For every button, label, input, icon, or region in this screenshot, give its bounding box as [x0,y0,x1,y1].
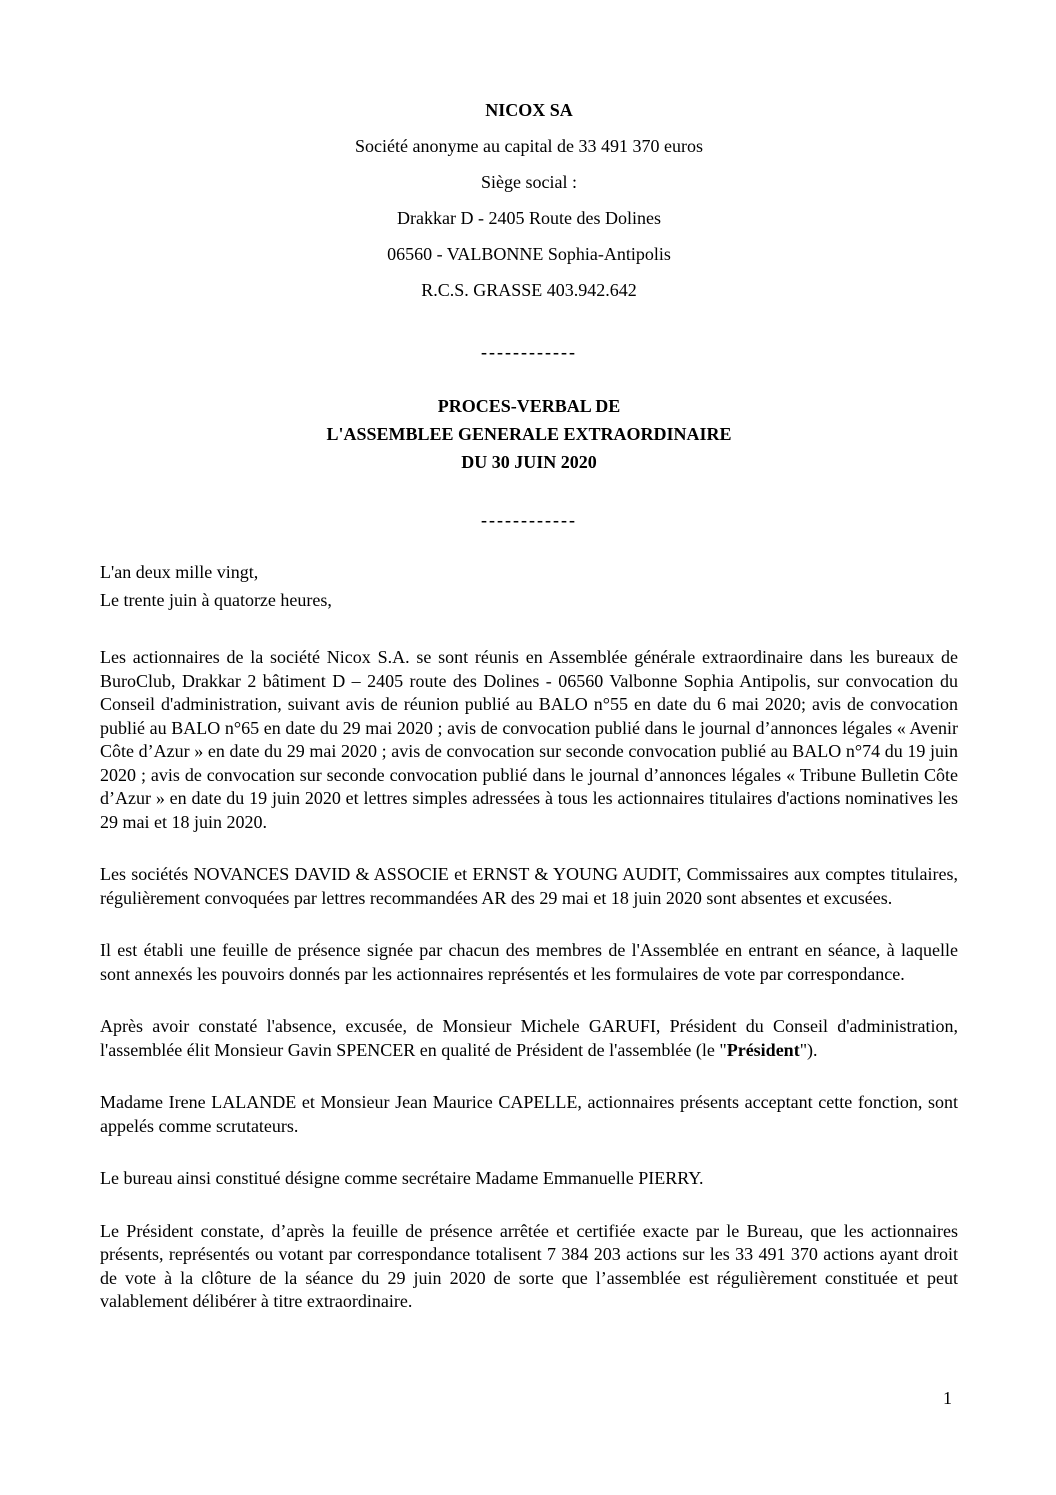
president-paragraph-after: "). [799,1039,818,1060]
paragraph-president-election [100,1015,958,1062]
intro-line-year: L'an deux mille vingt, [100,562,259,582]
president-bold-term: Président [726,1039,800,1060]
document-body [100,558,958,1314]
intro-line-date: Le trente juin à quatorze heures, [100,590,332,610]
paragraph-quorum: Le Président constate, d’après la feuille de présence arrêtée et certifiée exacte par le Bureau, que les actionnaires présents, représentés ou votant par correspondance totalisent 7 384 203 actions sur les 33 491 370 actions ayant droit de vote à la clôture de la séance du 29 juin 2020 de sorte que l’assemblée est régulièrement constituée et peut valablement délibérer à titre extraordinaire. [100,1220,958,1311]
rcs-line: R.C.S. GRASSE 403.942.642 [421,280,637,300]
paragraph-convocation: Les actionnaires de la société Nicox S.A. se sont réunis en Assemblée générale extraordinaire dans les bureaux de BuroClub, Drakkar 2 bâtiment D – 2405 route des Dolines - 06560 Valbonne Sophia Antipolis, sur convocation du Conseil d'administration, suivant avis de réunion publié au BALO n°55 en date du 6 mai 2020; avis de convocation publié au BALO n°65 en date du 29 mai 2020 ; avis de convocation publié dans le journal d’annonces légales « Avenir Côte d’Azur » en date du 29 mai 2020 ; avis de convocation sur seconde convocation publié au BALO n°74 du 19 juin 2020 ; avis de convocation sur seconde convocation publié dans le journal d’annonces légales « Tribune Bulletin Côte d’Azur » en date du 19 juin 2020 et lettres simples adressées à tous les actionnaires titulaires d'actions nominatives les 29 mai et 18 juin 2020. [100,647,958,832]
separator-dashes-top: ------------ [481,342,577,362]
company-capital-line: Société anonyme au capital de 33 491 370 euros [355,136,703,156]
president-paragraph-before: Après avoir constaté l'absence, excusée, de Monsieur Michele GARUFI, Président du Conseil d'administration, l'assemblée élit Monsieur Gavin SPENCER en qualité de Président de l'assemblée (le " [100,1016,958,1060]
intro-lines [100,558,958,614]
paragraph-scrutateurs: Madame Irene LALANDE et Monsieur Jean Maurice CAPELLE, actionnaires présents acceptant cette fonction, sont appelés comme scrutateurs. [100,1092,958,1136]
title-line-2: L'ASSEMBLEE GENERALE EXTRAORDINAIRE [326,424,732,444]
document-title [100,392,958,476]
paragraph-feuille-presence: Il est établi une feuille de présence signée par chacun des membres de l'Assemblée en entrant en séance, à laquelle sont annexés les pouvoirs donnés par les actionnaires représentés et les formulaires de vote par correspondance. [100,940,958,984]
paragraph-commissaires: Les sociétés NOVANCES DAVID & ASSOCIE et ERNST & YOUNG AUDIT, Commissaires aux comptes titulaires, régulièrement convoquées par lettres recommandées AR des 29 mai et 18 juin 2020 sont absentes et excusées. [100,864,958,908]
separator-dashes-bottom: ------------ [481,510,577,530]
document-header [100,92,958,308]
page-number: 1 [943,1388,952,1408]
siege-social-label: Siège social : [481,172,577,192]
title-line-3: DU 30 JUIN 2020 [461,452,597,472]
paragraph-secretaire: Le bureau ainsi constitué désigne comme secrétaire Madame Emmanuelle PIERRY. [100,1168,704,1188]
address-line-1: Drakkar D - 2405 Route des Dolines [397,208,661,228]
title-line-1: PROCES-VERBAL DE [437,396,621,416]
address-line-2: 06560 - VALBONNE Sophia-Antipolis [387,244,671,264]
company-name: NICOX SA [485,100,573,120]
